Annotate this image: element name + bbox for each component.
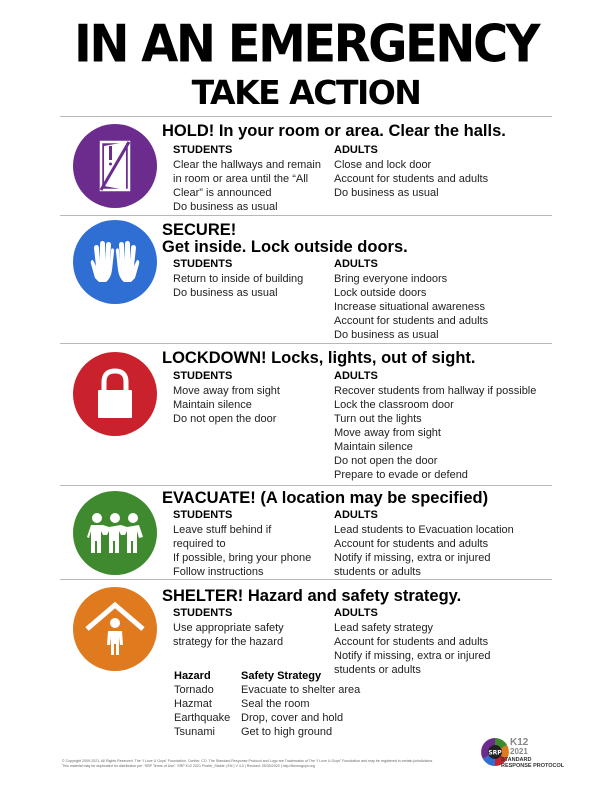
lockdown-student-item: Move away from sight xyxy=(173,385,280,397)
lockdown-student-item: Do not open the door xyxy=(173,413,277,425)
secure-student-item: Do business as usual xyxy=(173,287,278,299)
secure-adult-item: Lock outside doors xyxy=(334,287,427,299)
hold-adult-item: Do business as usual xyxy=(334,187,439,199)
secure-adult-item: Bring everyone indoors xyxy=(334,273,448,285)
hazard-label: Hazard xyxy=(174,670,211,682)
logo-line-1: STANDARD xyxy=(501,757,532,763)
secure-adult-item: Increase situational awareness xyxy=(334,301,486,313)
secure-adults-label: ADULTS xyxy=(334,258,378,270)
shelter-heading: SHELTER! Hazard and safety strategy. xyxy=(162,587,462,605)
divider-top xyxy=(60,116,552,117)
strategy-label: Safety Strategy xyxy=(241,670,322,682)
strategy-item: Evacuate to shelter area xyxy=(241,684,361,696)
divider-secure-lockdown xyxy=(60,343,552,344)
lockdown-adults-label: ADULTS xyxy=(334,370,378,382)
hold-adults xyxy=(334,143,554,200)
lockdown-adult-item: Move away from sight xyxy=(334,427,441,439)
lockdown-adult-item: Prepare to evade or defend xyxy=(334,469,468,481)
evacuate-adult-item: Lead students to Evacuation location xyxy=(334,524,514,536)
evacuate-student-item: Follow instructions xyxy=(173,566,264,578)
lockdown-adult-item: Maintain silence xyxy=(334,441,413,453)
shelter-adults xyxy=(334,606,554,677)
lockdown-students xyxy=(173,369,331,426)
secure-adults xyxy=(334,257,554,342)
hands-icon xyxy=(73,220,157,304)
copyright-footer xyxy=(62,759,472,769)
evacuate-heading: EVACUATE! (A location may be specified) xyxy=(162,489,489,507)
evacuate-adults-label: ADULTS xyxy=(334,509,378,521)
lockdown-students-label: STUDENTS xyxy=(173,370,233,382)
license-line: This material may be duplicated for distribution per “SRP Terms of Use”. SRP K12 2021 Poster_Stable | EN | V 4.0 | Revised: 05/30/2020 | http://iloveuguys.org xyxy=(62,764,315,768)
hold-students xyxy=(173,143,331,214)
strategy-item: Seal the room xyxy=(241,698,310,710)
shelter-students xyxy=(173,606,331,649)
hazard-column xyxy=(174,669,230,739)
divider-lockdown-evacuate xyxy=(60,485,552,486)
shelter-adult-item: Account for students and adults xyxy=(334,636,489,648)
lockdown-adult-item: Turn out the lights xyxy=(334,413,422,425)
evacuate-adults xyxy=(334,508,554,579)
evacuate-adult-item: Account for students and adults xyxy=(334,538,489,550)
logo-line-2: RESPONSE PROTOCOL xyxy=(501,763,565,769)
secure-adult-item: Account for students and adults xyxy=(334,315,489,327)
hazard-item: Tornado xyxy=(174,684,214,696)
secure-student-item: Return to inside of building xyxy=(173,273,304,285)
secure-students xyxy=(173,257,331,300)
shelter-adult-item: Notify if missing, extra or injured students or adults xyxy=(334,650,491,676)
lockdown-adults xyxy=(334,369,554,482)
hold-adults-label: ADULTS xyxy=(334,144,378,156)
lockdown-student-item: Maintain silence xyxy=(173,399,252,411)
padlock-icon xyxy=(73,352,157,436)
divider-hold-secure xyxy=(60,215,552,216)
logo-k12: K12 xyxy=(510,737,529,748)
strategy-column xyxy=(241,669,360,739)
evacuate-adult-item: Notify if missing, extra or injured students or adults xyxy=(334,552,491,578)
strategy-item: Drop, cover and hold xyxy=(241,712,344,724)
shelter-adults-label: ADULTS xyxy=(334,607,378,619)
hold-heading: HOLD! In your room or area. Clear the halls. xyxy=(162,122,506,140)
hold-students-label: STUDENTS xyxy=(173,144,233,156)
hold-adult-item: Account for students and adults xyxy=(334,173,489,185)
page-title: IN AN EMERGENCY xyxy=(74,13,538,75)
copyright-line: © Copyright 2009-2021, All Rights Reserved. The “I Love U Guys” Foundation. Conifer, CO. The Standard Response Protocol and Logo are Trademarks of The “I Love U Guys” Foundation and may be registered in certain jurisdictions. xyxy=(62,759,434,763)
secure-heading-1: SECURE! xyxy=(162,221,237,239)
secure-adult-item: Do business as usual xyxy=(334,329,439,341)
logo-year: 2021 xyxy=(510,747,528,756)
lockdown-adult-item: Lock the classroom door xyxy=(334,399,454,411)
secure-heading-2: Get inside. Lock outside doors. xyxy=(162,238,408,256)
srp-logo-text: SRP xyxy=(488,749,502,757)
door-icon xyxy=(73,124,157,208)
shelter-adult-item: Lead safety strategy xyxy=(334,622,434,634)
people-icon xyxy=(73,491,157,575)
shelter-students-label: STUDENTS xyxy=(173,607,233,619)
hold-adult-item: Close and lock door xyxy=(334,159,432,171)
secure-students-label: STUDENTS xyxy=(173,258,233,270)
hazard-item: Tsunami xyxy=(174,726,215,738)
evacuate-students xyxy=(173,508,331,579)
strategy-item: Get to high ground xyxy=(241,726,333,738)
evacuate-students-label: STUDENTS xyxy=(173,509,233,521)
lockdown-heading: LOCKDOWN! Locks, lights, out of sight. xyxy=(162,349,476,367)
hold-student-item: Clear the hallways and remain in room or area until the “All Clear” is announced xyxy=(173,159,321,199)
hazard-item: Hazmat xyxy=(174,698,212,710)
page-subtitle: TAKE ACTION xyxy=(191,73,421,112)
hazard-item: Earthquake xyxy=(174,712,231,724)
evacuate-student-item: If possible, bring your phone xyxy=(173,552,312,564)
lockdown-adult-item: Do not open the door xyxy=(334,455,438,467)
evacuate-student-item: Leave stuff behind if required to xyxy=(173,524,272,550)
lockdown-adult-item: Recover students from hallway if possible xyxy=(334,385,537,397)
divider-evacuate-shelter xyxy=(60,579,552,580)
hold-student-item: Do business as usual xyxy=(173,201,278,213)
shelter-person-icon xyxy=(73,587,157,671)
shelter-student-item: Use appropriate safety strategy for the hazard xyxy=(173,622,284,648)
